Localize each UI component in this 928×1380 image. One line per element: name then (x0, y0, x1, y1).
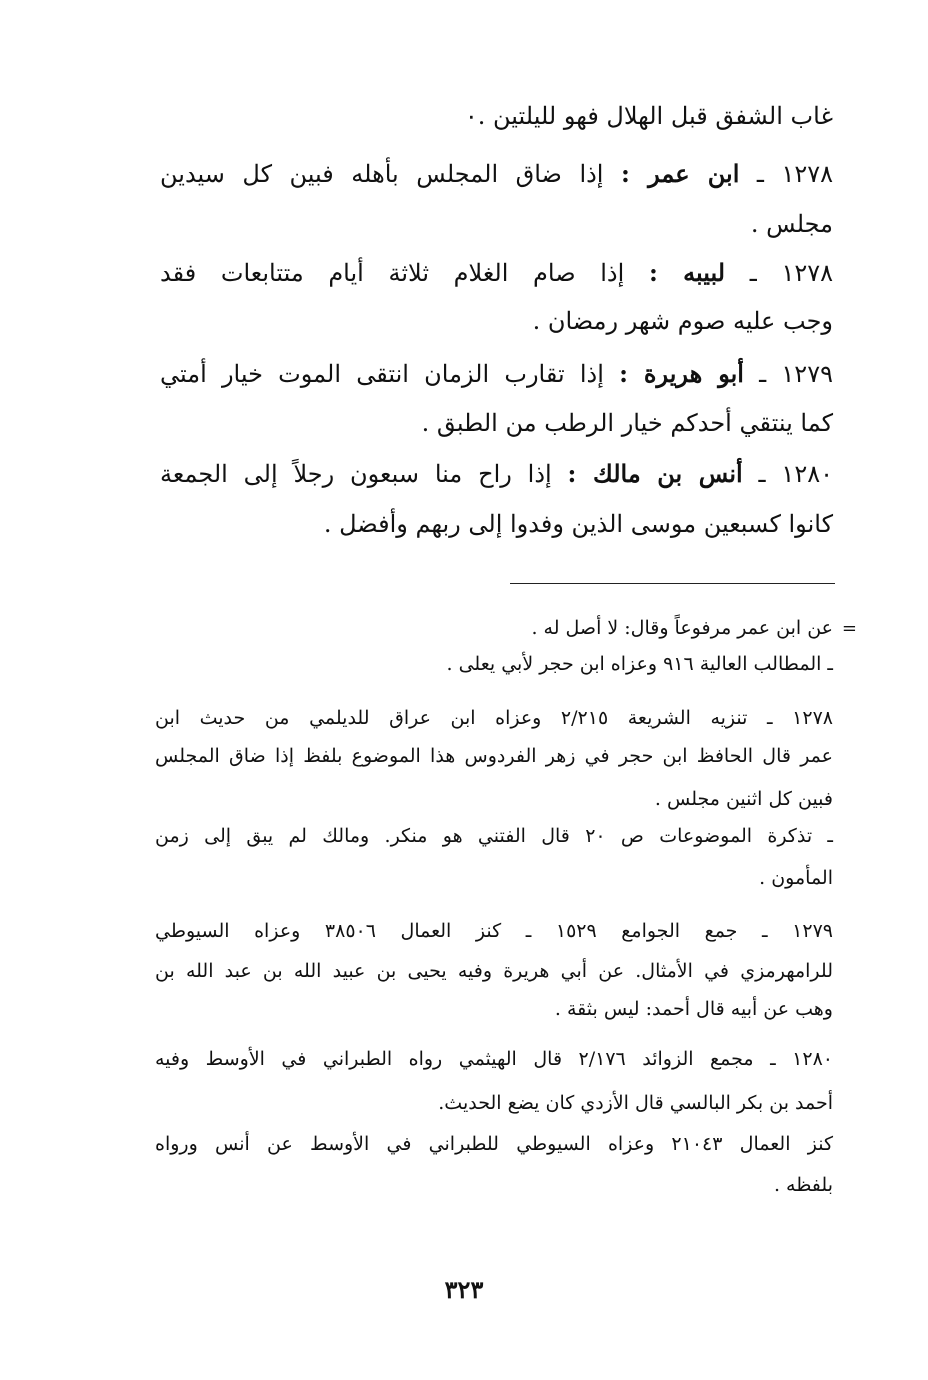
footnote-1280-line: بلفظه . (773, 1174, 833, 1196)
hadith-text-continuation: كانوا كسبعين موسى الذين وفدوا إلى ربهم وأفضل . (323, 510, 833, 538)
hadith-text: إذا ضاق المجلس بأهله فبين كل سيدين (160, 160, 604, 188)
continuation-mark: = (841, 618, 857, 639)
main-text-line: غاب الشفق قبل الهلال فهو لليلتين .٠ (464, 102, 833, 130)
footnote-1279-line: وهب عن أبيه قال أحمد: ليس بثقة . (554, 998, 833, 1020)
entry-number: ١٢٧٨ ـ (749, 259, 833, 287)
footnote-1278-line: المأمون . (759, 867, 833, 889)
footnote-1280-line: أحمد بن بكر البالسي قال الأزدي كان يضع الحديث. (438, 1092, 833, 1114)
narrator-name: أنس بن مالك : (567, 459, 743, 488)
footnote-1280-line: ١٢٨٠ ـ مجمع الزوائد ٢/١٧٦ قال الهيثمي رواه الطبراني في الأوسط وفيه (155, 1048, 833, 1070)
entry-number: ١٢٨٠ ـ (758, 460, 833, 488)
narrator-name: أبو هريرة : (619, 359, 744, 388)
hadith-text-continuation: كما ينتقي أحدكم خيار الرطب من الطبق . (421, 409, 833, 437)
hadith-entry-1279 (160, 358, 833, 390)
hadith-entry-1278b (160, 257, 833, 289)
footnote-1278-line: فبين كل اثنين مجلس . (654, 788, 833, 810)
footnote-1278-line: عمر قال الحافظ ابن حجر في زهر الفردوس هذا الموضوع بلفظ إذا ضاق المجلس (155, 745, 833, 767)
footnote-1279-line: ١٢٧٩ ـ جمع الجوامع ١٥٢٩ ـ كنز العمال ٣٨٥٠٦ وعزاه السيوطي (155, 920, 833, 942)
hadith-entry-1278a (160, 158, 833, 190)
entry-number: ١٢٧٩ ـ (759, 360, 833, 388)
footnote-1280-line: كنز العمال ٢١٠٤٣ وعزاه السيوطي للطبراني في الأوسط عن أنس ورواه (155, 1133, 833, 1155)
hadith-text-continuation: مجلس . (750, 210, 833, 238)
hadith-text: إذا راح منا سبعون رجلاً إلى الجمعة (160, 460, 552, 488)
footnote-1278-line: ـ تذكرة الموضوعات ص ٢٠ قال الفتني هو منكر. ومالك لم يبق إلى زمن (155, 825, 833, 847)
narrator-name: لبيبه : (648, 258, 726, 287)
narrator-name: ابن عمر : (620, 159, 740, 188)
entry-number: ١٢٧٨ ـ (756, 160, 833, 188)
hadith-text: إذا صام الغلام ثلاثة أيام متتابعات فقد (160, 259, 625, 287)
footnote-1279-line: للرامهرمزي في الأمثال. عن أبي هريرة وفيه يحيى بن عبيد الله بن عبد الله بن (155, 960, 833, 982)
hadith-entry-1280 (160, 458, 833, 490)
hadith-text-continuation: وجب عليه صوم شهر رمضان . (532, 307, 833, 335)
footnote-separator (510, 583, 835, 584)
footnote-line: عن ابن عمر مرفوعاً وقال: لا أصل له . (531, 617, 833, 639)
page-number: ٣٢٣ (444, 1275, 484, 1304)
footnote-line: ـ المطالب العالية ٩١٦ وعزاه ابن حجر لأبي يعلى . (446, 653, 833, 675)
hadith-text: إذا تقارب الزمان انتقى الموت خيار أمتي (160, 360, 604, 388)
footnote-1278-line: ١٢٧٨ ـ تنزيه الشريعة ٢/٢١٥ وعزاه ابن عراق للديلمي من حديث ابن (155, 707, 833, 729)
